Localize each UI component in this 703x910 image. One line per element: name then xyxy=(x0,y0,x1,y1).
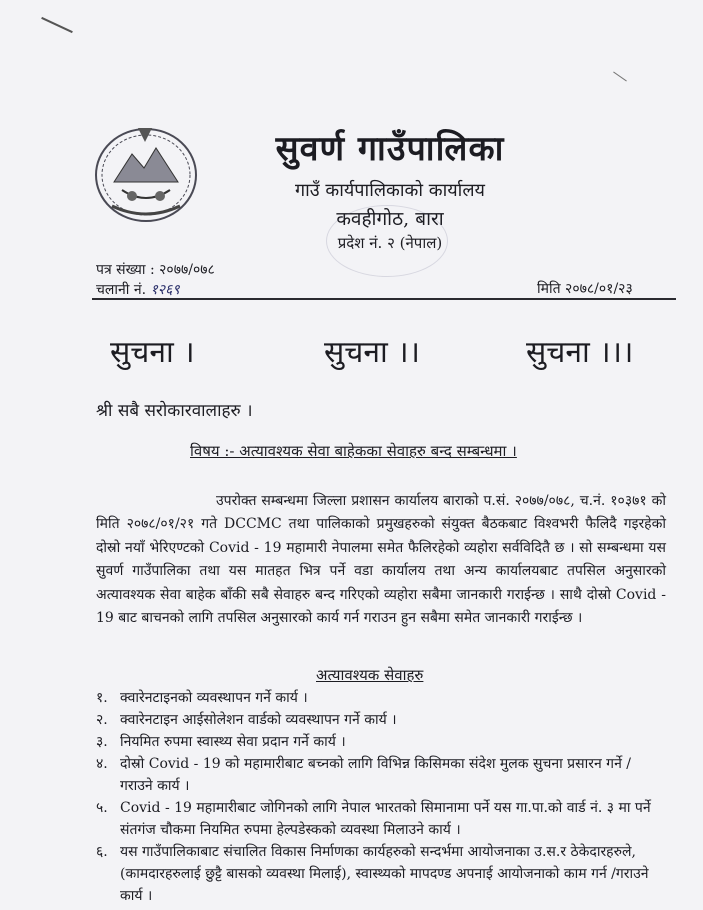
nepal-emblem-icon xyxy=(92,120,200,226)
list-item-number: ३. xyxy=(96,734,108,750)
pen-mark xyxy=(41,17,73,33)
dispatch-label: चलानी नं. xyxy=(96,282,147,298)
list-item-text: यस गाउँपालिकाबाट संचालित विकास निर्माणका कार्यहरुको सन्दर्भमा आयोजनाका उ.स.र ठेकेदारहरुले, (कामदारहरुलाई छुट्टै बासको व्यवस्था मिलाई), स्वास्थ्यको मापदण्ड अपनाई आयोजनाको काम गर्न /गराउने कार्य । xyxy=(120,844,649,904)
letter-number: पत्र संख्या : २०७७/०७८ xyxy=(96,262,215,278)
header-divider xyxy=(92,298,676,300)
pen-mark xyxy=(613,72,627,82)
list-item-number: ६. xyxy=(96,844,108,860)
notice-heading: सुचना ।।। xyxy=(526,335,634,370)
letter-date: मिति २०७८/०१/२३ xyxy=(537,281,633,297)
list-item-number: १. xyxy=(96,690,108,706)
addressee: श्री सबै सरोकारवालाहरु । xyxy=(96,401,253,421)
notice-heading: सुचना ।। xyxy=(324,335,421,370)
office-location: कवहीगोठ, बारा xyxy=(336,208,444,230)
list-item-text: दोस्रो Covid - 19 को महामारीबाट बच्नको लागि विभिन्न किसिमका संदेश मुलक सुचना प्रसारन गर्ने / गराउने कार्य । xyxy=(120,756,632,794)
list-item-text: नियमित रुपमा स्वास्थ्य सेवा प्रदान गर्ने कार्य । xyxy=(120,734,346,750)
services-heading: अत्यावश्यक सेवाहरु xyxy=(316,666,424,684)
dispatch-number xyxy=(96,280,180,299)
list-item-number: ५. xyxy=(96,800,108,816)
list-item-text: Covid - 19 महामारीबाट जोगिनको लागि नेपाल भारतको सिमानामा पर्ने यस गा.पा.को वार्ड नं. ३ मा पर्ने संतगंज चौकमा नियमित रुपमा हेल्पडेस्कको व्यवस्था मिलाउने कार्य । xyxy=(120,800,651,838)
services-list xyxy=(96,687,666,907)
list-item xyxy=(96,753,666,797)
list-item xyxy=(96,731,666,753)
list-item xyxy=(96,687,666,709)
office-name: गाउँ कार्यपालिकाको कार्यालय xyxy=(295,180,485,201)
list-item-text: क्वारेनटाइन आईसोलेशन वार्डको व्यवस्थापन गर्ने कार्य । xyxy=(120,712,397,728)
province-line: प्रदेश नं. २ (नेपाल) xyxy=(337,234,443,252)
faded-stamp xyxy=(326,205,448,277)
list-item-text: क्वारेनटाइनको व्यवस्थापन गर्ने कार्य । xyxy=(120,690,308,706)
municipality-title: सुवर्ण गाउँपालिका xyxy=(275,129,505,169)
list-item-number: २. xyxy=(96,712,108,728)
body-paragraph: उपरोक्त सम्बन्धमा जिल्ला प्रशासन कार्यालय बाराको प.सं. २०७७/०७८, च.नं. १०३७१ को मिति २०७८/०१/२१ गते DCCMC तथा पालिकाको प्रमुखहरुको संयुक्त बैठकबाट विश्वभरी फैलिदै गइरहेको दोस्रो नयाँ भेरिएण्टको Covid - 19 महामारी नेपालमा समेत फैलिरहेको व्यहोरा सर्वविदितै छ । सो सम्बन्धमा यस सुवर्ण गाउँपालिका तथा यस मातहत भित्र पर्ने वडा कार्यालय तथा अन्य कार्यालयबाट तपसिल अनुसारको अत्यावश्यक सेवा बाहेक बाँकी सबै सेवाहरु बन्द गरिएको व्यहोरा सबैमा जानकारी गराईन्छ । साथै दोस्रो Covid - 19 बाट बाचनको लागि तपसिल अनुसारको कार्य गर्न गराउन हुन सबैमा समेत जानकारी गराईन्छ । xyxy=(96,493,666,627)
list-item xyxy=(96,797,666,841)
subject-line: विषय :- अत्यावश्यक सेवा बाहेकका सेवाहरु बन्द सम्बन्धमा । xyxy=(190,442,517,460)
list-item xyxy=(96,709,666,731)
notice-heading: सुचना । xyxy=(110,335,195,370)
dispatch-number-value: १२६९ xyxy=(150,282,180,298)
list-item xyxy=(96,841,666,907)
list-item-number: ४. xyxy=(96,756,108,772)
